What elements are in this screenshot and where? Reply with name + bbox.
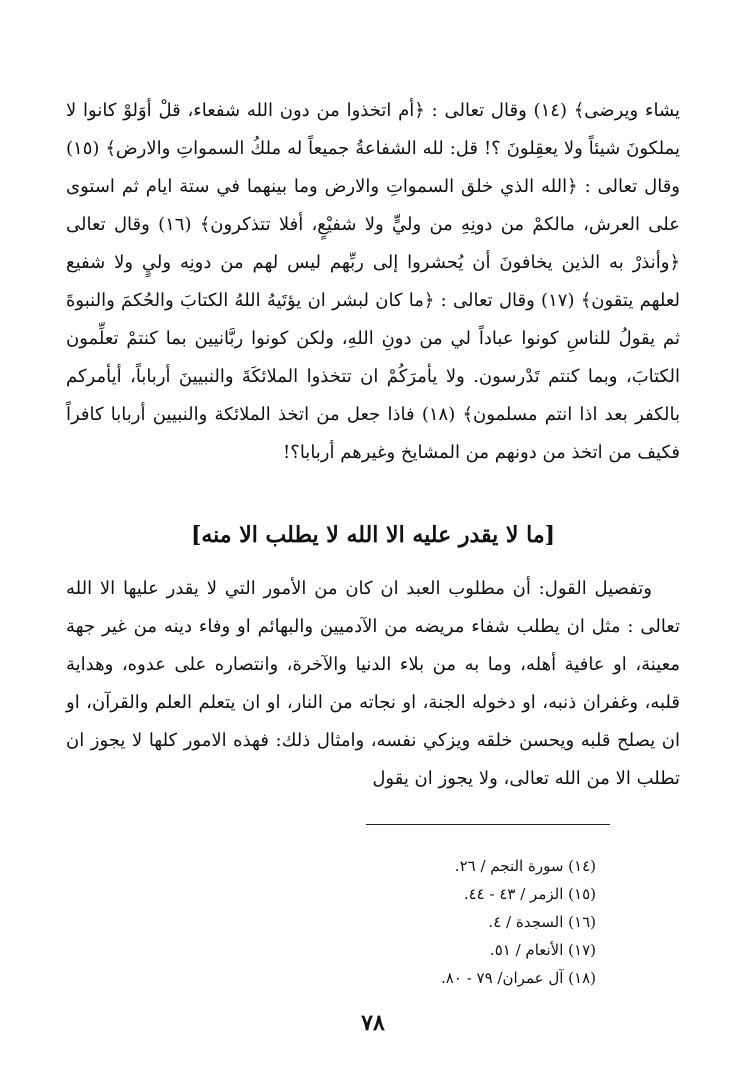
footnote-16: (١٦) السجدة / ٤. (488, 913, 596, 931)
body-paragraph-2: وتفصيل القول: أن مطلوب العبد ان كان من الأمور التي لا يقدر عليها الا الله تعالى : مثل ان يطلب شفاء مريضه من الآدميين والبهائم او وفاء دينه من غير جهة معينة، او عافية أهله، وما به من بلاء الدنيا والآخرة، وانتصاره على عدوه، وهداية قلبه، وغفران ذنبه، او دخوله الجنة، او نجاته من النار، او ان يتعلم العلم والقرآن، او ان يصلح قلبه ويحسن خلقه ويزكي نفسه، وامثال ذلك: فهذه الامور كلها لا يجوز ان تطلب الا من الله تعالى، ولا يجوز ان يقول (66, 578, 680, 789)
body-paragraph-1: يشاء ويرضى﴾ (١٤) وقال تعالى : ﴿أم اتخذوا من دون الله شفعاء، قلْ أوَلوْ كانوا لا يملكونَ شيئاً ولا يعقِلونَ ؟! قل: لله الشفاعةُ جميعاً له ملكُ السمواتِ والارض﴾ (١٥) وقال تعالى : ﴿الله الذي خلق السمواتِ والارض وما بينهما في ستة ايام ثم استوى على العرش، مالكمْ من دونِهِ من وليٍّ ولا شفيْعٍ، أفلا تتذكرون﴾ (١٦) وقال تعالى ﴿وأنذرْ به الذين يخافونَ أن يُحشروا إلى ربِّهم ليس لهم من دونِه وليٍ ولا شفيع لعلهم يتقون﴾ (١٧) وقال تعالى : ﴿ما كان لبشر ان يؤتَيهُ اللهُ الكتابَ والحُكمَ والنبوةَ ثم يقولُ للناسِ كونوا عباداً لي من دونِ اللهِ، ولكن كونوا ربَّانيين بما كنتمْ تعلِّمون الكتابَ، وبما كنتم تَدْرسون. ولا يأمرَكُمْ ان تتخذوا الملائكَةَ والنبيينَ أرباباً، أيأمركم بالكفر بعد اذا انتم مسلمون﴾ (١٨) فاذا جعل من اتخذ الملائكة والنبيين أربابا كافراً فكيف من اتخذ من دونهم من المشايخ وغيرهم أربابا؟! (66, 100, 681, 463)
footnotes-list (156, 852, 596, 992)
footnote-18: (١٨) آل عمران/ ٧٩ - ٨٠. (441, 969, 596, 987)
footnote-17: (١٧) الأنعام / ٥١. (489, 941, 596, 959)
page-number: ٧٨ (361, 1010, 385, 1036)
footnote-separator (366, 824, 610, 825)
section-heading: [ما لا يقدر عليه الا الله لا يطلب الا منه] (190, 522, 556, 548)
footnote-15: (١٥) الزمر / ٤٣ - ٤٤. (463, 885, 596, 903)
footnote-14: (١٤) سورة النجم / ٢٦. (454, 857, 596, 875)
